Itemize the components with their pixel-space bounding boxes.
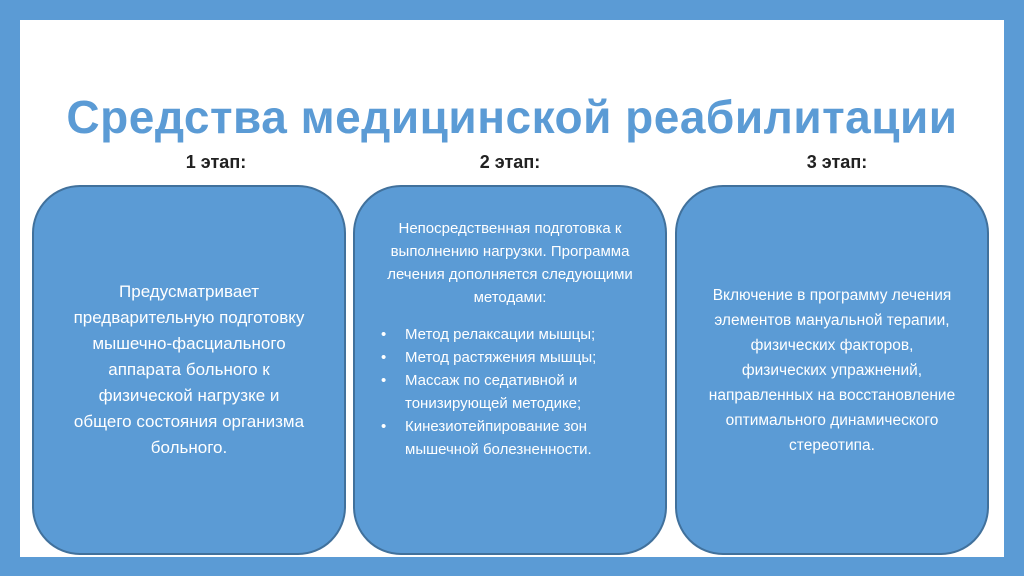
- bullet-icon: •: [381, 418, 387, 435]
- stage-1-text: Предусматривает предварительную подготовку мышечно-фасциального аппарата больного к физической нагрузке и общего состояния организма больного.: [73, 282, 305, 457]
- stage-2-methods-list: [379, 323, 641, 461]
- bullet-icon: •: [381, 326, 387, 343]
- method-text: Метод растяжения мышцы;: [405, 349, 597, 366]
- method-item: [379, 415, 641, 461]
- method-text: Массаж по седативной и тонизирующей методике;: [405, 372, 582, 412]
- method-item: [379, 369, 641, 415]
- stage-1-card: [32, 185, 346, 555]
- bullet-icon: •: [381, 349, 387, 366]
- stage-2-label: 2 этап:: [479, 152, 541, 172]
- stage-3-card: [675, 185, 989, 555]
- stage-2-card: [353, 185, 667, 555]
- stage-3-label: 3 этап:: [806, 152, 868, 172]
- method-item: [379, 346, 641, 369]
- stage-2-intro: Непосредственная подготовка к выполнению нагрузки. Программа лечения дополняется следующими методами:: [387, 220, 633, 306]
- method-text: Кинезиотейпирование зон мышечной болезненности.: [405, 418, 592, 458]
- stage-3-text: Включение в программу лечения элементов мануальной терапии, физических факторов, физических упражнений, направленных на восстановление оптимального динамического стереотипа.: [708, 286, 956, 454]
- slide-title: Средства медицинской реабилитации: [66, 91, 958, 143]
- method-item: [379, 323, 641, 346]
- method-text: Метод релаксации мышцы;: [405, 326, 596, 343]
- slide: [20, 20, 1004, 557]
- bullet-icon: •: [381, 372, 387, 389]
- stage-1-label: 1 этап:: [185, 152, 247, 172]
